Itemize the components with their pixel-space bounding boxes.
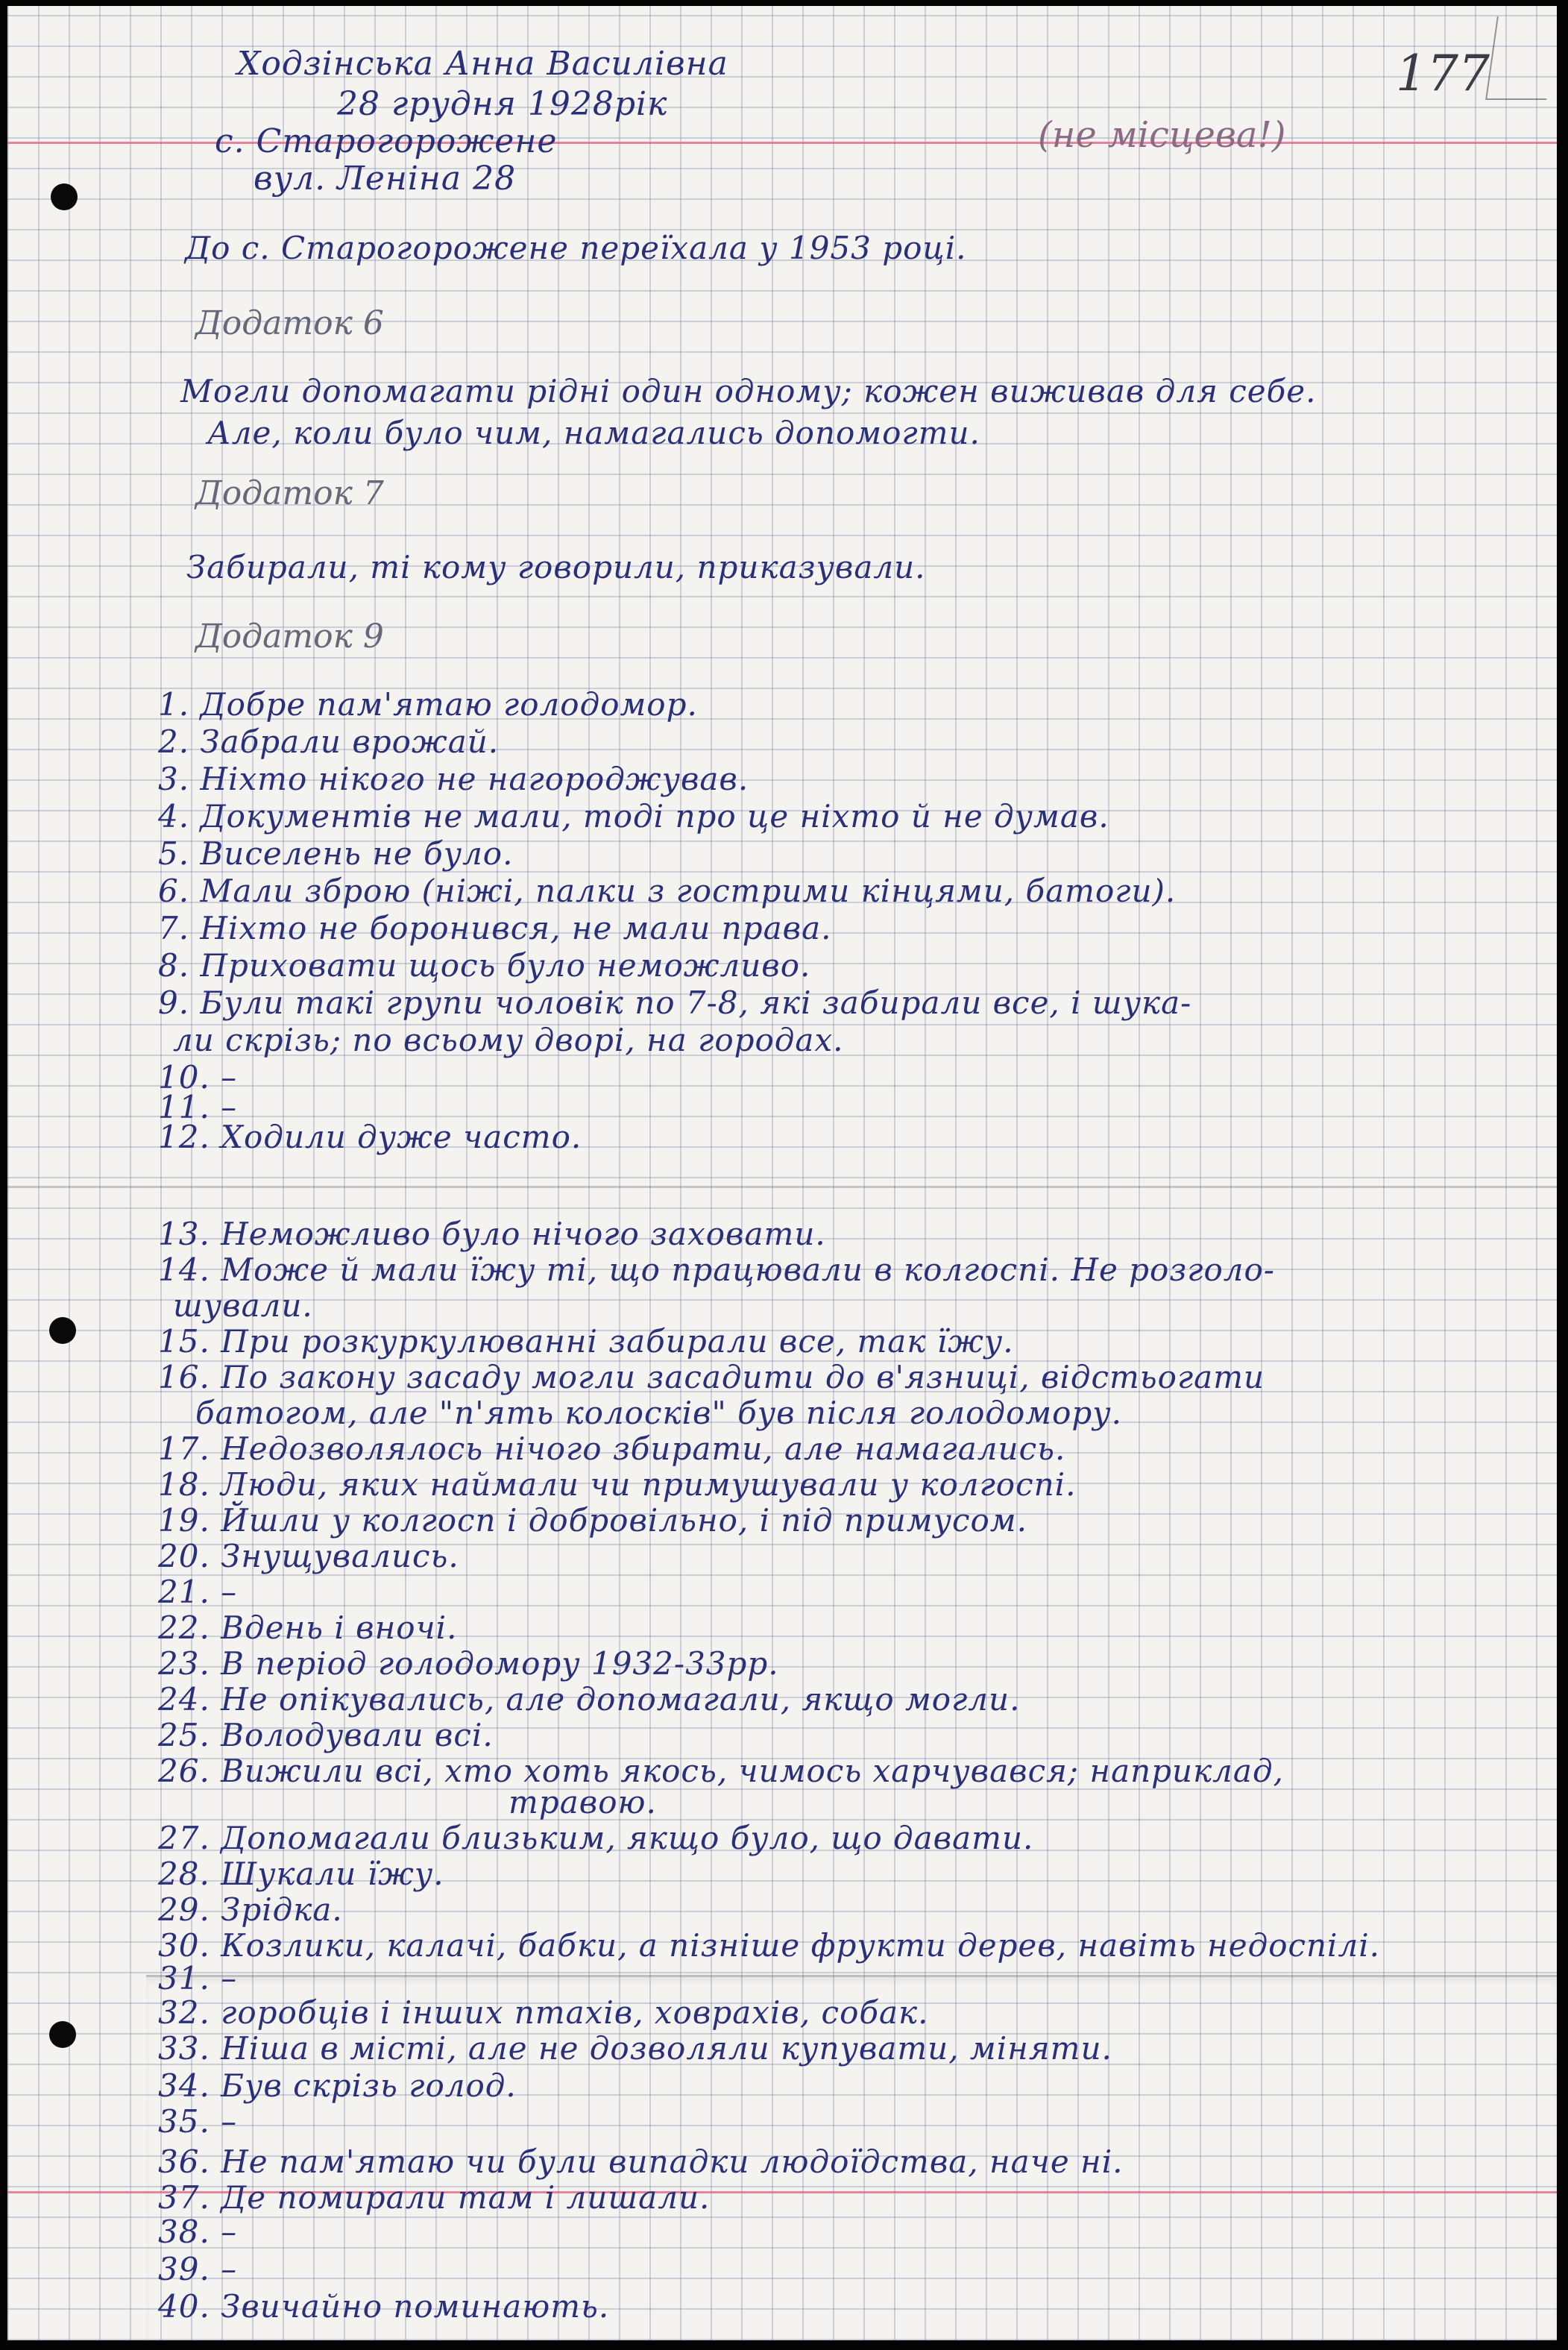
answer-line: 9. Були такі групи чоловік по 7-8, які забирали все, і шука- — [158, 984, 1192, 1021]
answer-line: 25. Володували всі. — [158, 1717, 494, 1753]
supplement-9-title: Додаток 9 — [195, 618, 384, 656]
moved-note: До с. Старогорожене переїхала у 1953 році. — [185, 230, 967, 266]
answer-line: 1. Добре пам'ятаю голодомор. — [158, 686, 698, 723]
answer-line: 10. – — [158, 1059, 238, 1096]
punch-hole-icon — [49, 1317, 76, 1344]
answer-line: 27. Допомагали близьким, якщо було, що давати. — [158, 1820, 1034, 1856]
answer-line: 2. Забрали врожай. — [158, 723, 500, 760]
answer-line: 15. При розкуркулюванні забирали все, так їжу. — [158, 1323, 1014, 1360]
page-number: 177 — [1396, 45, 1490, 102]
respondent-name: Ходзінська Анна Василівна — [237, 45, 728, 83]
answer-line: 11. – — [158, 1089, 238, 1125]
answer-line: 39. – — [158, 2251, 238, 2287]
answer-line: 17. Недозволялось нічого збирати, але намагались. — [158, 1430, 1066, 1467]
punch-hole-icon — [49, 2021, 76, 2048]
answer-line: травою. — [509, 1784, 657, 1820]
answer-line: 14. Може й мали їжу ті, що працювали в колгоспі. Не розголо- — [158, 1251, 1275, 1288]
answer-line: 26. Вижили всі, хто хоть якось, чимось харчувався; наприклад, — [158, 1753, 1284, 1789]
punch-hole-icon — [51, 183, 78, 210]
answer-line: батогом, але "п'ять колосків" був після голодомору. — [195, 1395, 1122, 1431]
answer-line: 19. Йшли у колгосп і добровільно, і під примусом. — [158, 1502, 1027, 1539]
answer-line: 12. Ходили дуже часто. — [158, 1119, 582, 1155]
village: с. Старогорожене — [215, 122, 558, 160]
answer-line: 34. Був скрізь голод. — [158, 2067, 517, 2104]
answer-line: 16. По закону засаду могли засадити до в'язниці, відстьогати — [158, 1359, 1265, 1395]
answer-line: 13. Неможливо було нічого заховати. — [158, 1216, 826, 1252]
answer-line: 31. – — [158, 1960, 238, 1996]
answer-line: 29. Зрідка. — [158, 1891, 343, 1928]
supplement-6-line: Але, коли було чим, намагались допомогти. — [207, 415, 980, 451]
answer-line: 30. Козлики, калачі, бабки, а пізніше фрукти дерев, навіть недоспілі. — [158, 1927, 1381, 1964]
supplement-6-line: Могли допомагати рідні один одному; кожен виживав для себе. — [180, 373, 1317, 409]
answer-line: шували. — [173, 1287, 313, 1324]
not-local-stamp: (не місцева!) — [1038, 114, 1286, 156]
answer-line: 3. Ніхто нікого не нагороджував. — [158, 761, 749, 797]
answer-line: 32. горобців і інших птахів, ховрахів, собак. — [158, 1994, 929, 2031]
answer-line: 21. – — [158, 1574, 238, 1610]
answer-line: 8. Приховати щось було неможливо. — [158, 947, 811, 984]
supplement-7-title: Додаток 7 — [195, 474, 384, 512]
answer-line: 23. В період голодомору 1932-33рр. — [158, 1645, 779, 1682]
answer-line: 38. – — [158, 2214, 238, 2250]
answer-line: 5. Виселень не було. — [158, 835, 514, 872]
street-address: вул. Леніна 28 — [254, 160, 517, 198]
supplement-7-line: Забирали, ті кому говорили, приказували. — [186, 549, 926, 585]
answer-line: 20. Знущувались. — [158, 1538, 459, 1574]
answer-line: 40. Звичайно поминають. — [158, 2288, 610, 2325]
answer-line: 18. Люди, яких наймали чи примушували у колгоспі. — [158, 1466, 1077, 1503]
answer-line: 36. Не пам'ятаю чи були випадки людоїдства, наче ні. — [158, 2143, 1124, 2180]
graph-paper-sheet — [7, 6, 1557, 2340]
answer-line: 35. – — [158, 2103, 238, 2140]
answer-line: 6. Мали зброю (ніжі, палки з гострими кінцями, батоги). — [158, 873, 1177, 909]
answer-line: 28. Шукали їжу. — [158, 1856, 444, 1892]
paper-fold — [7, 1186, 1557, 1188]
answer-line: 7. Ніхто не боронився, не мали права. — [158, 910, 832, 946]
answer-line: ли скрізь; по всьому дворі, на городах. — [173, 1022, 844, 1058]
answer-line: 37. Де помирали там і лишали. — [158, 2179, 711, 2216]
answer-line: 33. Ніша в місті, але не дозволяли купувати, міняти. — [158, 2030, 1112, 2067]
answer-line: 22. Вдень і вночі. — [158, 1609, 458, 1646]
birth-date: 28 грудня 1928рік — [337, 85, 668, 123]
supplement-6-title: Додаток 6 — [195, 304, 384, 342]
page-corner-mark — [1485, 16, 1557, 100]
answer-line: 4. Документів не мали, тоді про це ніхто й не думав. — [158, 798, 1109, 835]
answer-line: 24. Не опікувались, але допомагали, якщо могли. — [158, 1681, 1021, 1718]
